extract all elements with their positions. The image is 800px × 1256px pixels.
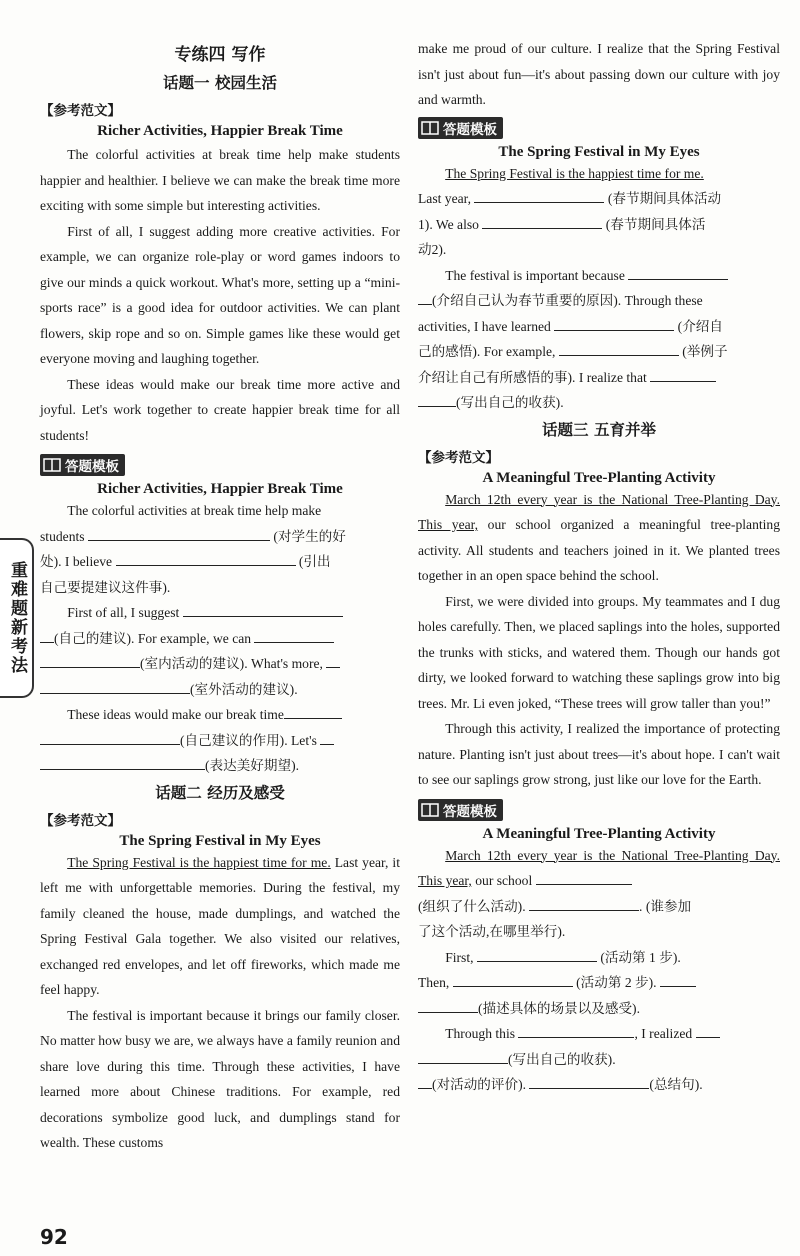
answer-blank[interactable] (418, 1075, 432, 1089)
template-line: The festival is important because (418, 263, 780, 289)
essay-3-title: A Meaningful Tree-Planting Activity (482, 469, 716, 486)
answer-blank[interactable] (320, 731, 334, 745)
template-badge-label: 答题模板 (443, 121, 497, 138)
sample-essay-label: 【参考范文】 (40, 812, 121, 829)
left-column (40, 0, 400, 1156)
section-title: 专练四 写作 (174, 45, 266, 65)
answer-blank[interactable] (40, 629, 54, 643)
answer-blank[interactable] (40, 731, 180, 745)
topic-3-title: 话题三 五育并举 (542, 420, 656, 439)
template-line: students (对学生的好 (40, 528, 346, 544)
essay-1-paragraph: These ideas would make our break time more active and joyful. Let's work together to create happier break time for all students! (40, 376, 400, 443)
essay-3-paragraph: March 12th every year is the National Tree-Planting Day. This year, our school organized a meaningful tree-planting activity. All students and teachers joined in it. We planted trees together in an open space behind the school. (418, 491, 781, 583)
template-line: First of all, I suggest (40, 600, 400, 626)
answer-blank[interactable] (116, 552, 296, 566)
template-line: (表达美好期望). (40, 753, 400, 779)
right-column (418, 0, 780, 1098)
answer-blank[interactable] (696, 1024, 720, 1038)
essay-2-title: The Spring Festival in My Eyes (119, 832, 321, 849)
template-line: The Spring Festival is the happiest time for me. (445, 165, 704, 181)
template-1-title: Richer Activities, Happier Break Time (97, 481, 343, 497)
template-line: 自己要提建议这件事). (40, 579, 171, 595)
template-3-body (418, 843, 780, 1098)
template-line: March 12th every year is the National Tree-Planting Day. This year, our school (418, 847, 780, 888)
answer-blank[interactable] (418, 1050, 508, 1064)
book-icon (43, 458, 61, 472)
page-number: 92 (40, 1225, 68, 1249)
template-line: Then, (活动第 2 步). (418, 970, 780, 996)
topic-2-title: 话题二 经历及感受 (155, 783, 285, 802)
answer-blank[interactable] (40, 680, 190, 694)
template-line: (描述具体的场景以及感受). (418, 996, 780, 1022)
template-line: These ideas would make our break time (40, 702, 400, 728)
topic-1-title: 话题一 校园生活 (163, 74, 277, 92)
template-line: 动2). (418, 242, 447, 257)
essay-1-paragraph: First of all, I suggest adding more creative activities. For example, we can organize role-play or word games indoors to give our minds a quick workout. What's more, setting up a “mini-sports race” is a good idea for outdoor activities. We can plant flowers, skip rope and so on. Simple games like these would get everyone moving and laughing together. (40, 223, 400, 366)
answer-blank[interactable] (559, 342, 679, 356)
answer-blank[interactable] (418, 393, 456, 407)
book-icon (421, 803, 439, 817)
answer-blank[interactable] (254, 629, 334, 643)
answer-blank[interactable] (326, 654, 340, 668)
template-1-body (40, 498, 400, 779)
answer-blank[interactable] (650, 368, 716, 382)
template-line: 处). I believe (引出 (40, 554, 331, 569)
sample-essay-label: 【参考范文】 (40, 103, 121, 119)
essay-3-paragraph: First, we were divided into groups. My teammates and I dug holes carefully. Then, we placed saplings into the holes, supported the trunks with sticks, and watered them. Though our hands got dirty, we looked forward to watching these saplings grow into big trees. Mr. Li even joked, “These trees will grow taller than you!” (418, 593, 780, 711)
template-line: (对活动的评价). (总结句). (418, 1072, 780, 1098)
answer-blank[interactable] (418, 291, 432, 305)
answer-blank[interactable] (418, 999, 478, 1013)
side-tab-chapter: 重难题新考法 (0, 538, 34, 698)
answer-blank[interactable] (554, 317, 674, 331)
essay-2-continued: make me proud of our culture. I realize that the Spring Festival isn't just about fun—it's about passing down our culture with joy and warmth. (418, 41, 780, 107)
answer-blank[interactable] (474, 189, 604, 203)
template-line: (组织了什么活动). . (谁参加 (418, 898, 692, 914)
template-badge (418, 799, 780, 822)
template-line: 1). We also (春节期间具体活 (418, 216, 706, 232)
template-line: (写出自己的收获). (418, 1047, 780, 1073)
template-line: 己的感悟). For example, (举例子 (418, 344, 728, 359)
sample-essay-label: 【参考范文】 (418, 449, 499, 466)
answer-blank[interactable] (477, 948, 597, 962)
template-badge (40, 454, 400, 477)
template-3-title: A Meaningful Tree-Planting Activity (482, 825, 716, 842)
answer-blank[interactable] (453, 973, 573, 987)
template-line: First, (活动第 1 步). (445, 949, 681, 965)
essay-1-paragraph: The colorful activities at break time help make students happier and healthier. I believe we can make the break time more exciting with some simple but interesting activities. (40, 147, 400, 213)
template-line: Through this , I realized (418, 1021, 780, 1047)
essay-3-paragraph: Through this activity, I realized the importance of protecting nature. Planting isn't just about trees—it's about hope. I can't wait to see our saplings grow strong, just like our love for the Earth. (418, 721, 780, 787)
essay-2-paragraph: The Spring Festival is the happiest time for me. Last year, it left me with unforgettable memories. During the festival, my family cleaned the house, made dumplings, and watched the Spring Festival Gala together. We also visited our relatives, exchanged red envelopes, and let off fireworks, which made me feel happy. (40, 854, 400, 997)
template-line: Last year, (春节期间具体活动 (418, 191, 722, 206)
template-line: (自己的建议). For example, we can (40, 626, 400, 652)
template-line: The colorful activities at break time help make (67, 503, 322, 518)
template-line: 介绍让自己有所感悟的事). I realize that (418, 365, 780, 391)
template-line: activities, I have learned (介绍自 (418, 318, 723, 334)
answer-blank[interactable] (183, 603, 343, 617)
template-line: (写出自己的收获). (418, 390, 780, 416)
answer-blank[interactable] (40, 756, 205, 770)
template-line: (室内活动的建议). What's more, (40, 651, 400, 677)
template-badge-label: 答题模板 (65, 459, 119, 475)
template-2-title: The Spring Festival in My Eyes (498, 143, 700, 160)
book-icon (421, 121, 439, 135)
answer-blank[interactable] (529, 897, 639, 911)
answer-blank[interactable] (536, 871, 632, 885)
essay-1-title: Richer Activities, Happier Break Time (97, 123, 343, 139)
answer-blank[interactable] (88, 527, 270, 541)
answer-blank[interactable] (529, 1075, 649, 1089)
essay-2-paragraph: The festival is important because it brings our family closer. No matter how busy we are, we always have a family reunion and share love during this time. Through these activities, I have learned more about Chinese traditions. For example, red decorations symbolize good luck, and dumplings stand for wealth. These customs (40, 1007, 400, 1150)
template-badge-label: 答题模板 (443, 803, 497, 820)
answer-blank[interactable] (660, 973, 696, 987)
answer-blank[interactable] (284, 705, 342, 719)
template-line: (室外活动的建议). (40, 677, 400, 703)
template-line: (介绍自己认为春节重要的原因). Through these (418, 288, 780, 314)
template-line: (自己建议的作用). Let's (40, 728, 400, 754)
template-2-body (418, 161, 780, 416)
answer-blank[interactable] (40, 654, 140, 668)
template-badge (418, 117, 780, 140)
answer-blank[interactable] (518, 1024, 634, 1038)
answer-blank[interactable] (482, 215, 602, 229)
answer-blank[interactable] (628, 266, 728, 280)
template-line: 了这个活动,在哪里举行). (418, 924, 566, 939)
